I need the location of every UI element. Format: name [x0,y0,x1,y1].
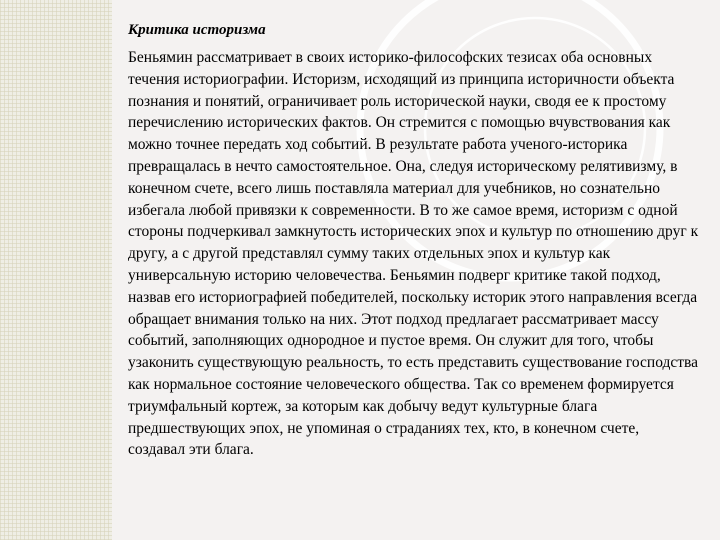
slide-body-text: Беньямин рассматривает в своих историко-философских тезисах оба основных течения историографии. Историзм, исходящий из принципа историчности объекта познания и понятий, ограничивает роль исторической науки, сводя ее к простому перечислению исторических фактов. Он стремится с помощью вчувствования как можно точнее передать ход событий. В результате работа ученого-историка превращалась в нечто самостоятельное. Она, следуя историческому релятивизму, в конечном счете, всего лишь поставляла материал для учебников, но сознательно избегала любой привязки к современности. В то же самое время, историзм с одной стороны подчеркивал замкнутость исторических эпох и культур по отношению друг к другу, а с другой представлял сумму таких отдельных эпох и культур как универсальную историю человечества. Беньямин подверг критике такой подход, назвав его историографией победителей, поскольку историк этого направления всегда обращает внимания только на них. Этот подход предлагает рассматривает массу событий, заполняющих однородное и пустое время. Он служит для того, чтобы узаконить существующую реальность, то есть представить существование господства как нормальное состояние человеческого общества. Так со временем формируется триумфальный кортеж, за которым как добычу ведут культурные блага предшествующих эпох, не упоминая о страданиях тех, кто, в конечном счете, создавал эти блага. [128,49,699,459]
slide-title: Критика историзма [128,22,266,38]
